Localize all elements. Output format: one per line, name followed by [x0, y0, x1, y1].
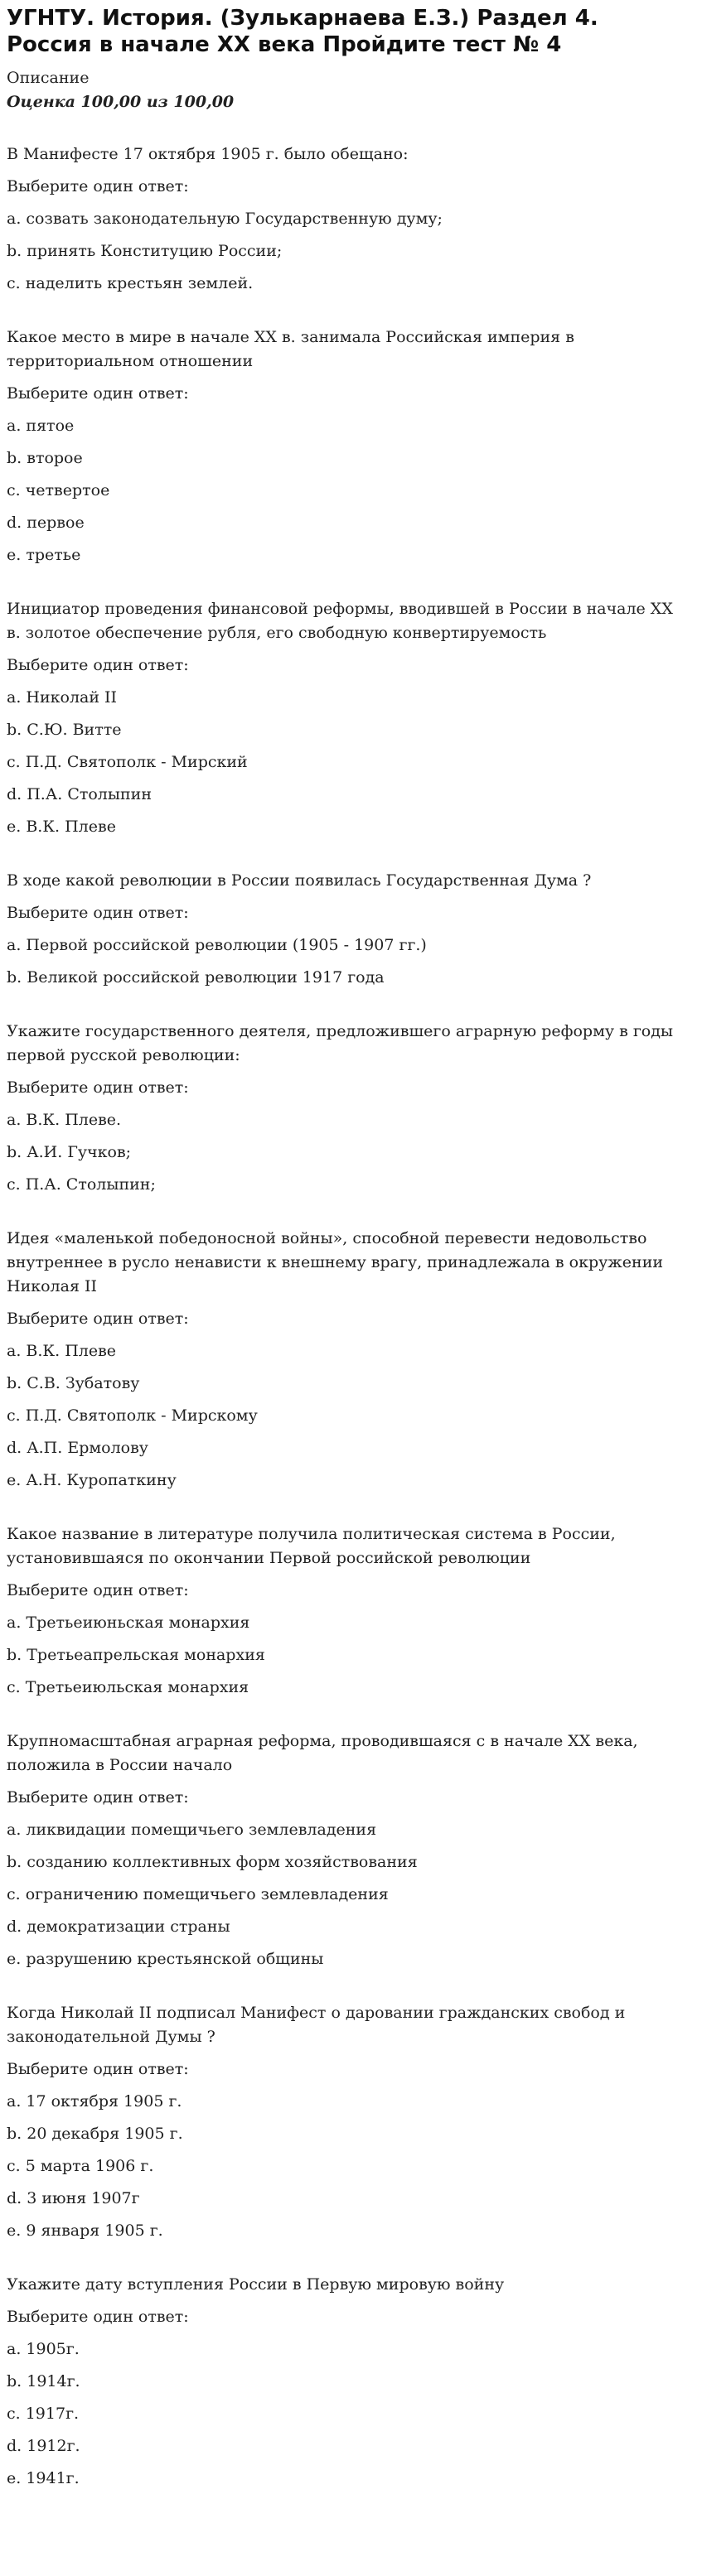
answer-option: e. разрушению крестьянской общины [7, 1950, 324, 1968]
answer-option: e. 9 января 1905 г. [7, 2221, 163, 2240]
answer-option: a. Николай II [7, 688, 118, 707]
question-block [7, 597, 678, 839]
answer-option: a. пятое [7, 417, 75, 435]
answer-prompt: Выберите один ответ: [7, 656, 189, 674]
question-text: Какое место в мире в начале XX в. занимала Российская империя в территориальном отношении [7, 328, 574, 370]
question-block [7, 142, 678, 296]
answer-option: d. первое [7, 514, 85, 532]
answer-option: b. Третьеапрельская монархия [7, 1646, 265, 1664]
question-text: В ходе какой революции в России появилась Государственная Дума ? [7, 871, 592, 890]
answer-option: c. наделить крестьян землей. [7, 274, 254, 292]
answer-option: b. принять Конституцию России; [7, 242, 283, 260]
answer-option: a. Первой российской революции (1905 - 1907 гг.) [7, 936, 427, 954]
answer-option: c. 5 марта 1906 г. [7, 2157, 154, 2175]
answer-option: b. созданию коллективных форм хозяйствования [7, 1853, 418, 1871]
question-text: Идея «маленькой победоносной войны», способной перевести недовольство внутреннее в русло ненависти к внешнему врагу, принадлежала в окружении Николая II [7, 1229, 664, 1295]
answer-prompt: Выберите один ответ: [7, 904, 189, 922]
answer-option: c. ограничению помещичьего землевладения [7, 1885, 389, 1903]
answer-option: a. 17 октября 1905 г. [7, 2092, 182, 2110]
answer-option: c. П.Д. Святополк - Мирский [7, 753, 248, 771]
question-block [7, 2001, 678, 2243]
questions-list [7, 142, 678, 2491]
answer-option: d. А.П. Ермолову [7, 1439, 148, 1457]
answer-prompt: Выберите один ответ: [7, 2308, 189, 2326]
question-text: Укажите государственного деятеля, предложившего аграрную реформу в годы первой русской революции: [7, 1022, 674, 1064]
description-label: Описание [7, 69, 90, 87]
answer-option: e. А.Н. Куропаткину [7, 1471, 177, 1489]
grade-text: Оценка 100,00 из 100,00 [7, 93, 235, 111]
answer-option: b. А.И. Гучков; [7, 1143, 132, 1161]
answer-prompt: Выберите один ответ: [7, 384, 189, 403]
answer-prompt: Выберите один ответ: [7, 1310, 189, 1328]
answer-option: d. 1912г. [7, 2437, 80, 2455]
answer-option: c. П.А. Столыпин; [7, 1175, 156, 1194]
question-block [7, 1522, 678, 1700]
answer-option: e. третье [7, 546, 81, 564]
answer-prompt: Выберите один ответ: [7, 1788, 189, 1807]
answer-prompt: Выберите один ответ: [7, 1581, 189, 1599]
question-block [7, 1227, 678, 1493]
answer-option: c. П.Д. Святополк - Мирскому [7, 1406, 258, 1425]
answer-prompt: Выберите один ответ: [7, 177, 189, 195]
answer-option: b. С.Ю. Витте [7, 721, 122, 739]
question-block [7, 2273, 678, 2491]
answer-option: b. 20 декабря 1905 г. [7, 2125, 183, 2143]
answer-option: c. четвертое [7, 481, 110, 499]
answer-option: b. Великой российской революции 1917 года [7, 968, 385, 987]
answer-prompt: Выберите один ответ: [7, 1078, 189, 1097]
question-text: Какое название в литературе получила политическая система в России, установившаяся по окончании Первой российской революции [7, 1525, 616, 1567]
answer-option: d. демократизации страны [7, 1918, 230, 1936]
answer-option: a. созвать законодательную Государственную думу; [7, 210, 443, 228]
question-block [7, 1729, 678, 1971]
answer-option: b. второе [7, 449, 83, 467]
question-text: В Манифесте 17 октября 1905 г. было обещано: [7, 145, 409, 163]
answer-option: a. В.К. Плеве [7, 1342, 117, 1360]
answer-option: b. С.В. Зубатову [7, 1374, 140, 1392]
answer-prompt: Выберите один ответ: [7, 2060, 189, 2078]
answer-option: a. 1905г. [7, 2340, 80, 2358]
question-text: Когда Николай II подписал Манифест о даровании гражданских свобод и законодательной Думы ? [7, 2004, 626, 2046]
question-block [7, 1020, 678, 1197]
answer-option: d. 3 июня 1907г [7, 2189, 140, 2207]
question-text: Крупномасштабная аграрная реформа, проводившаяся с в начале XX века, положила в России начало [7, 1732, 638, 1774]
answer-option: d. П.А. Столыпин [7, 785, 152, 803]
question-text: Инициатор проведения финансовой реформы, вводившей в России в начале XX в. золотое обеспечение рубля, его свободную конвертируемость [7, 600, 673, 642]
question-block [7, 326, 678, 567]
answer-option: c. 1917г. [7, 2405, 80, 2423]
answer-option: e. 1941г. [7, 2469, 80, 2487]
question-block [7, 869, 678, 990]
page-title: УГНТУ. История. (Зулькарнаева Е.З.) Раздел 4. Россия в начале XX века Пройдите тест № 4 [7, 6, 598, 57]
answer-option: a. ликвидации помещичьего землевладения [7, 1821, 377, 1839]
answer-option: a. Третьеиюньская монархия [7, 1614, 250, 1632]
answer-option: b. 1914г. [7, 2372, 80, 2390]
answer-option: a. В.К. Плеве. [7, 1111, 122, 1129]
answer-option: c. Третьеиюльская монархия [7, 1678, 249, 1696]
answer-option: e. В.К. Плеве [7, 818, 116, 836]
question-text: Укажите дату вступления России в Первую мировую войну [7, 2275, 505, 2294]
